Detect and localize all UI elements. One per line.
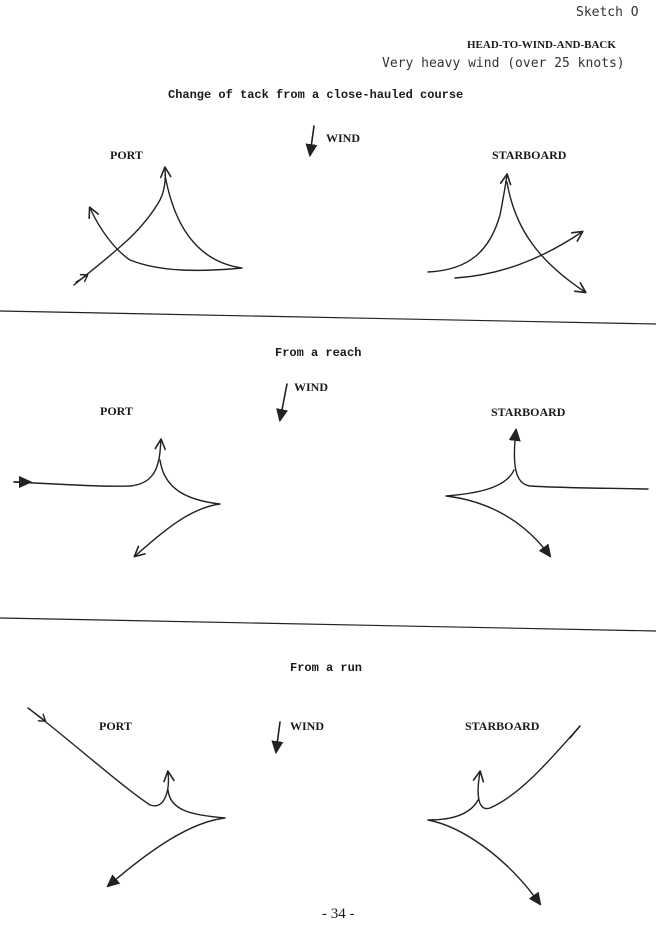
port-run-tack: [108, 790, 225, 886]
sketch-number: Sketch O: [576, 5, 639, 20]
port-reach-tack: [135, 460, 220, 556]
wind-arrow-run: [276, 722, 280, 752]
diagram-subtitle: Very heavy wind (over 25 knots): [382, 56, 625, 71]
section-title-close-hauled: Change of tack from a close-hauled course: [168, 88, 464, 102]
wind-label-run: WIND: [290, 719, 325, 733]
section-title-reach: From a reach: [275, 346, 362, 360]
starboard-label-reach: STARBOARD: [491, 405, 566, 419]
port-close-hauled-tail: [76, 276, 86, 282]
starboard-reach-tack: [446, 470, 550, 556]
port-label-reach: PORT: [100, 404, 133, 418]
starboard-run-tack: [428, 800, 540, 904]
starboard-label-run: STARBOARD: [465, 719, 540, 733]
port-run-entry-feather: [28, 708, 44, 720]
starboard-label-close-hauled: STARBOARD: [492, 148, 567, 162]
port-label-close-hauled: PORT: [110, 148, 143, 162]
page-number: - 34 -: [322, 906, 355, 922]
starboard-run-track: [478, 726, 580, 809]
port-run-track: [28, 708, 168, 806]
wind-label-close-hauled: WIND: [326, 131, 361, 145]
wind-arrow-close-hauled: [310, 126, 314, 155]
wind-label-reach: WIND: [294, 380, 329, 394]
starboard-close-hauled-track: [428, 175, 507, 272]
starboard-reach-track: [514, 430, 648, 489]
section-title-run: From a run: [290, 661, 363, 675]
port-reach-track: [14, 440, 161, 486]
divider-line-2: [0, 618, 656, 631]
diagram-title: HEAD-TO-WIND-AND-BACK: [467, 39, 616, 51]
port-close-hauled-tack: [90, 175, 242, 270]
starboard-run-entry-feather: [570, 726, 580, 738]
divider-line-1: [0, 311, 656, 324]
port-close-hauled-track: [74, 168, 165, 285]
port-label-run: PORT: [99, 719, 132, 733]
starboard-close-hauled-cross: [455, 232, 582, 278]
wind-arrow-reach: [280, 384, 287, 420]
